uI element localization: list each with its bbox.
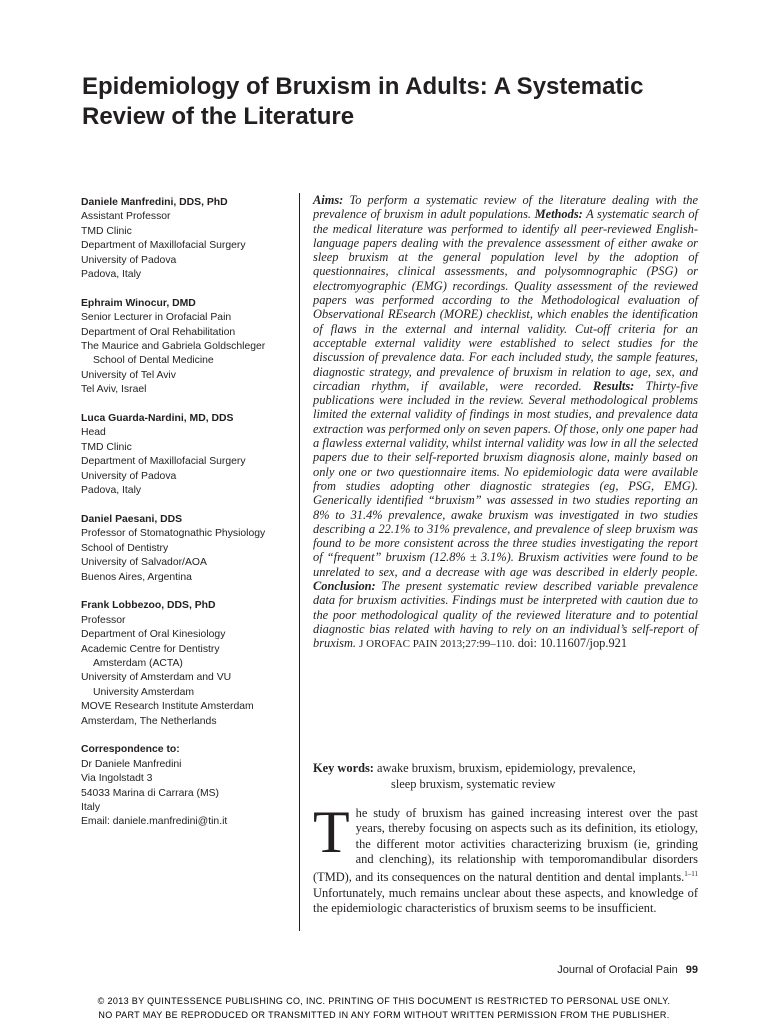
- affiliation-line: Amsterdam (ACTA): [93, 657, 183, 669]
- author-name: Ephraim Winocur, DMD: [81, 297, 196, 309]
- correspondence-line: Dr Daniele Manfredini: [81, 758, 182, 770]
- correspondence-email: Email: daniele.manfredini@tin.it: [81, 816, 228, 828]
- keywords-line-1: awake bruxism, bruxism, epidemiology, prevalence,: [377, 761, 636, 775]
- correspondence-line: Via Ingolstadt 3: [81, 773, 153, 785]
- drop-cap: T: [313, 799, 350, 865]
- introduction-paragraph: [313, 799, 698, 916]
- affiliation-line: Tel Aviv, Israel: [81, 384, 147, 396]
- author-block: [81, 196, 291, 282]
- affiliation-line: The Maurice and Gabriela Goldschleger: [81, 341, 266, 353]
- affiliation-line: Amsterdam, The Netherlands: [81, 715, 217, 727]
- affiliation-line: Assistant Professor: [81, 211, 171, 223]
- article-title: Epidemiology of Bruxism in Adults: A Systematic Review of the Literature: [82, 73, 644, 130]
- affiliation-line: School of Dentistry: [81, 542, 169, 554]
- affiliation-line: Padova, Italy: [81, 269, 142, 281]
- keywords-label: Key words:: [313, 761, 374, 775]
- affiliation-line: TMD Clinic: [81, 225, 132, 237]
- correspondence-line: Italy: [81, 801, 101, 813]
- aims-text: To perform a systematic review of the literature dealing with the prevalence of bruxism in adult populations.: [313, 193, 698, 222]
- affiliation-line: Department of Oral Kinesiology: [81, 629, 226, 641]
- intro-text-continued: Unfortunately, much remains unclear about these aspects, and knowledge of the epidemiologic characteristics of bruxism seems to be insufficient.: [313, 885, 698, 915]
- keywords-line-2: sleep bruxism, systematic review: [391, 777, 556, 791]
- affiliation-line: Academic Centre for Dentistry: [81, 643, 220, 655]
- journal-citation: J OROFAC PAIN 2013;27:99–110.: [359, 638, 515, 651]
- results-label: Results:: [592, 378, 635, 393]
- copyright-notice: [0, 994, 768, 1022]
- column-divider: [299, 193, 300, 931]
- author-name: Daniel Paesani, DDS: [81, 513, 183, 525]
- affiliation-line: University Amsterdam: [93, 686, 195, 698]
- author-name: Frank Lobbezoo, DDS, PhD: [81, 600, 216, 612]
- affiliation-line: University of Salvador/AOA: [81, 557, 207, 569]
- conclusion-text: The present systematic review described variable prevalence data for bruxism activities. Findings must be interpreted with caution due to the poor methodological quality of the reviewed literature and to potential diagnostic bias related with having to rely on an individual’s self-report of bruxism.: [313, 579, 698, 651]
- reference-superscript[interactable]: 1–11: [684, 870, 698, 879]
- affiliation-line: Department of Oral Rehabilitation: [81, 326, 236, 338]
- affiliation-line: University of Tel Aviv: [81, 369, 176, 381]
- affiliation-line: Head: [81, 427, 106, 439]
- intro-text: he study of bruxism has gained increasing interest over the past years, thereby focusing on aspects such as its definition, its etiology, the different motor activities characterizing bruxism (ie, grinding and clenching), its relationship with temporomandibular disorders (TMD), and its consequences on the natural dentition and dental implants.: [313, 806, 698, 885]
- affiliation-line: Professor of Stomatognathic Physiology: [81, 528, 266, 540]
- affiliation-line: Padova, Italy: [81, 485, 142, 497]
- correspondence-line: 54033 Marina di Carrara (MS): [81, 787, 220, 799]
- aims-label: Aims:: [313, 193, 344, 207]
- abstract: [313, 193, 698, 652]
- running-footer: [557, 964, 698, 976]
- correspondence-heading: Correspondence to:: [81, 744, 180, 756]
- author-list: [81, 196, 291, 729]
- affiliation-line: Department of Maxillofacial Surgery: [81, 240, 246, 252]
- conclusion-label: Conclusion:: [313, 579, 376, 594]
- affiliation-line: Professor: [81, 614, 126, 626]
- author-block: [81, 513, 291, 585]
- copyright-line-2: NO PART MAY BE REPRODUCED OR TRANSMITTED IN ANY FORM WITHOUT WRITTEN PERMISSION FROM THE PUBLISHER.: [98, 1010, 670, 1020]
- author-block: [81, 297, 291, 398]
- correspondence-block: [81, 743, 291, 829]
- affiliation-line: TMD Clinic: [81, 441, 132, 453]
- author-name: Luca Guarda-Nardini, MD, DDS: [81, 413, 234, 425]
- methods-text: A systematic search of the medical literature was performed to identify all peer-reviewed English-language papers dealing with the prevalence assessment of either awake or sleep bruxism at the general population level by the adoption of questionnaires, clinical assessments, and polysomnographic (PSG) or electromyographic (EMG) recordings. Quality assessment of the reviewed papers was performed according to the Methodological evaluation of Observational REsearch (MORE) checklist, which enables the identification of flaws in the external and internal validity. Cut-off criteria for an acceptable external validity were established to select studies for the discussion of prevalence data. For each included study, the sample features, diagnostic strategy, and prevalence of bruxism in relation to age, sex, and circadian rhythm, if available, were recorded.: [313, 207, 698, 393]
- results-text: Thirty-five publications were included in the review. Several methodological problems limited the external validity of findings in most studies, and prevalence data extraction was performed only on seven papers. Of those, only one paper had a flawless external validity, whilst internal validity was low in all the selected papers due to their self-reported bruxism diagnosis alone, mainly based on only one or two questionnaire items. No epidemiologic data were available from studies adopting other diagnostic strategies (eg, PSG, EMG). Generically identified “bruxism” was assessed in two studies reporting an 8% to 31.4% prevalence, awake bruxism was investigated in two studies describing a 22.1% to 31% prevalence, and prevalence of sleep bruxism was found to be more consistent across the three studies investigating the report of “frequent” bruxism (12.8% ± 3.1%). Bruxism activities were found to be unrelated to sex, and a decrease with age was described in elderly people.: [313, 378, 698, 579]
- affiliation-line: School of Dental Medicine: [93, 355, 214, 367]
- doi-link[interactable]: doi: 10.11607/jop.921: [517, 636, 628, 651]
- copyright-line-1: © 2013 BY QUINTESSENCE PUBLISHING CO, INC. PRINTING OF THIS DOCUMENT IS RESTRICTED TO PERSONAL USE ONLY.: [97, 996, 671, 1006]
- affiliation-line: MOVE Research Institute Amsterdam: [81, 701, 254, 713]
- author-block: [81, 412, 291, 498]
- methods-label: Methods:: [534, 207, 583, 222]
- affiliation-line: Department of Maxillofacial Surgery: [81, 456, 246, 468]
- page-number: 99: [685, 964, 698, 976]
- keywords: [313, 760, 698, 792]
- author-block: [81, 599, 291, 729]
- affiliation-line: University of Padova: [81, 470, 177, 482]
- affiliation-line: Buenos Aires, Argentina: [81, 571, 192, 583]
- journal-name: Journal of Orofacial Pain: [557, 964, 678, 976]
- author-name: Daniele Manfredini, DDS, PhD: [81, 197, 228, 208]
- affiliation-line: Senior Lecturer in Orofacial Pain: [81, 312, 232, 324]
- affiliation-line: University of Padova: [81, 254, 177, 266]
- author-affiliations: [81, 196, 291, 844]
- affiliation-line: University of Amsterdam and VU: [81, 672, 232, 684]
